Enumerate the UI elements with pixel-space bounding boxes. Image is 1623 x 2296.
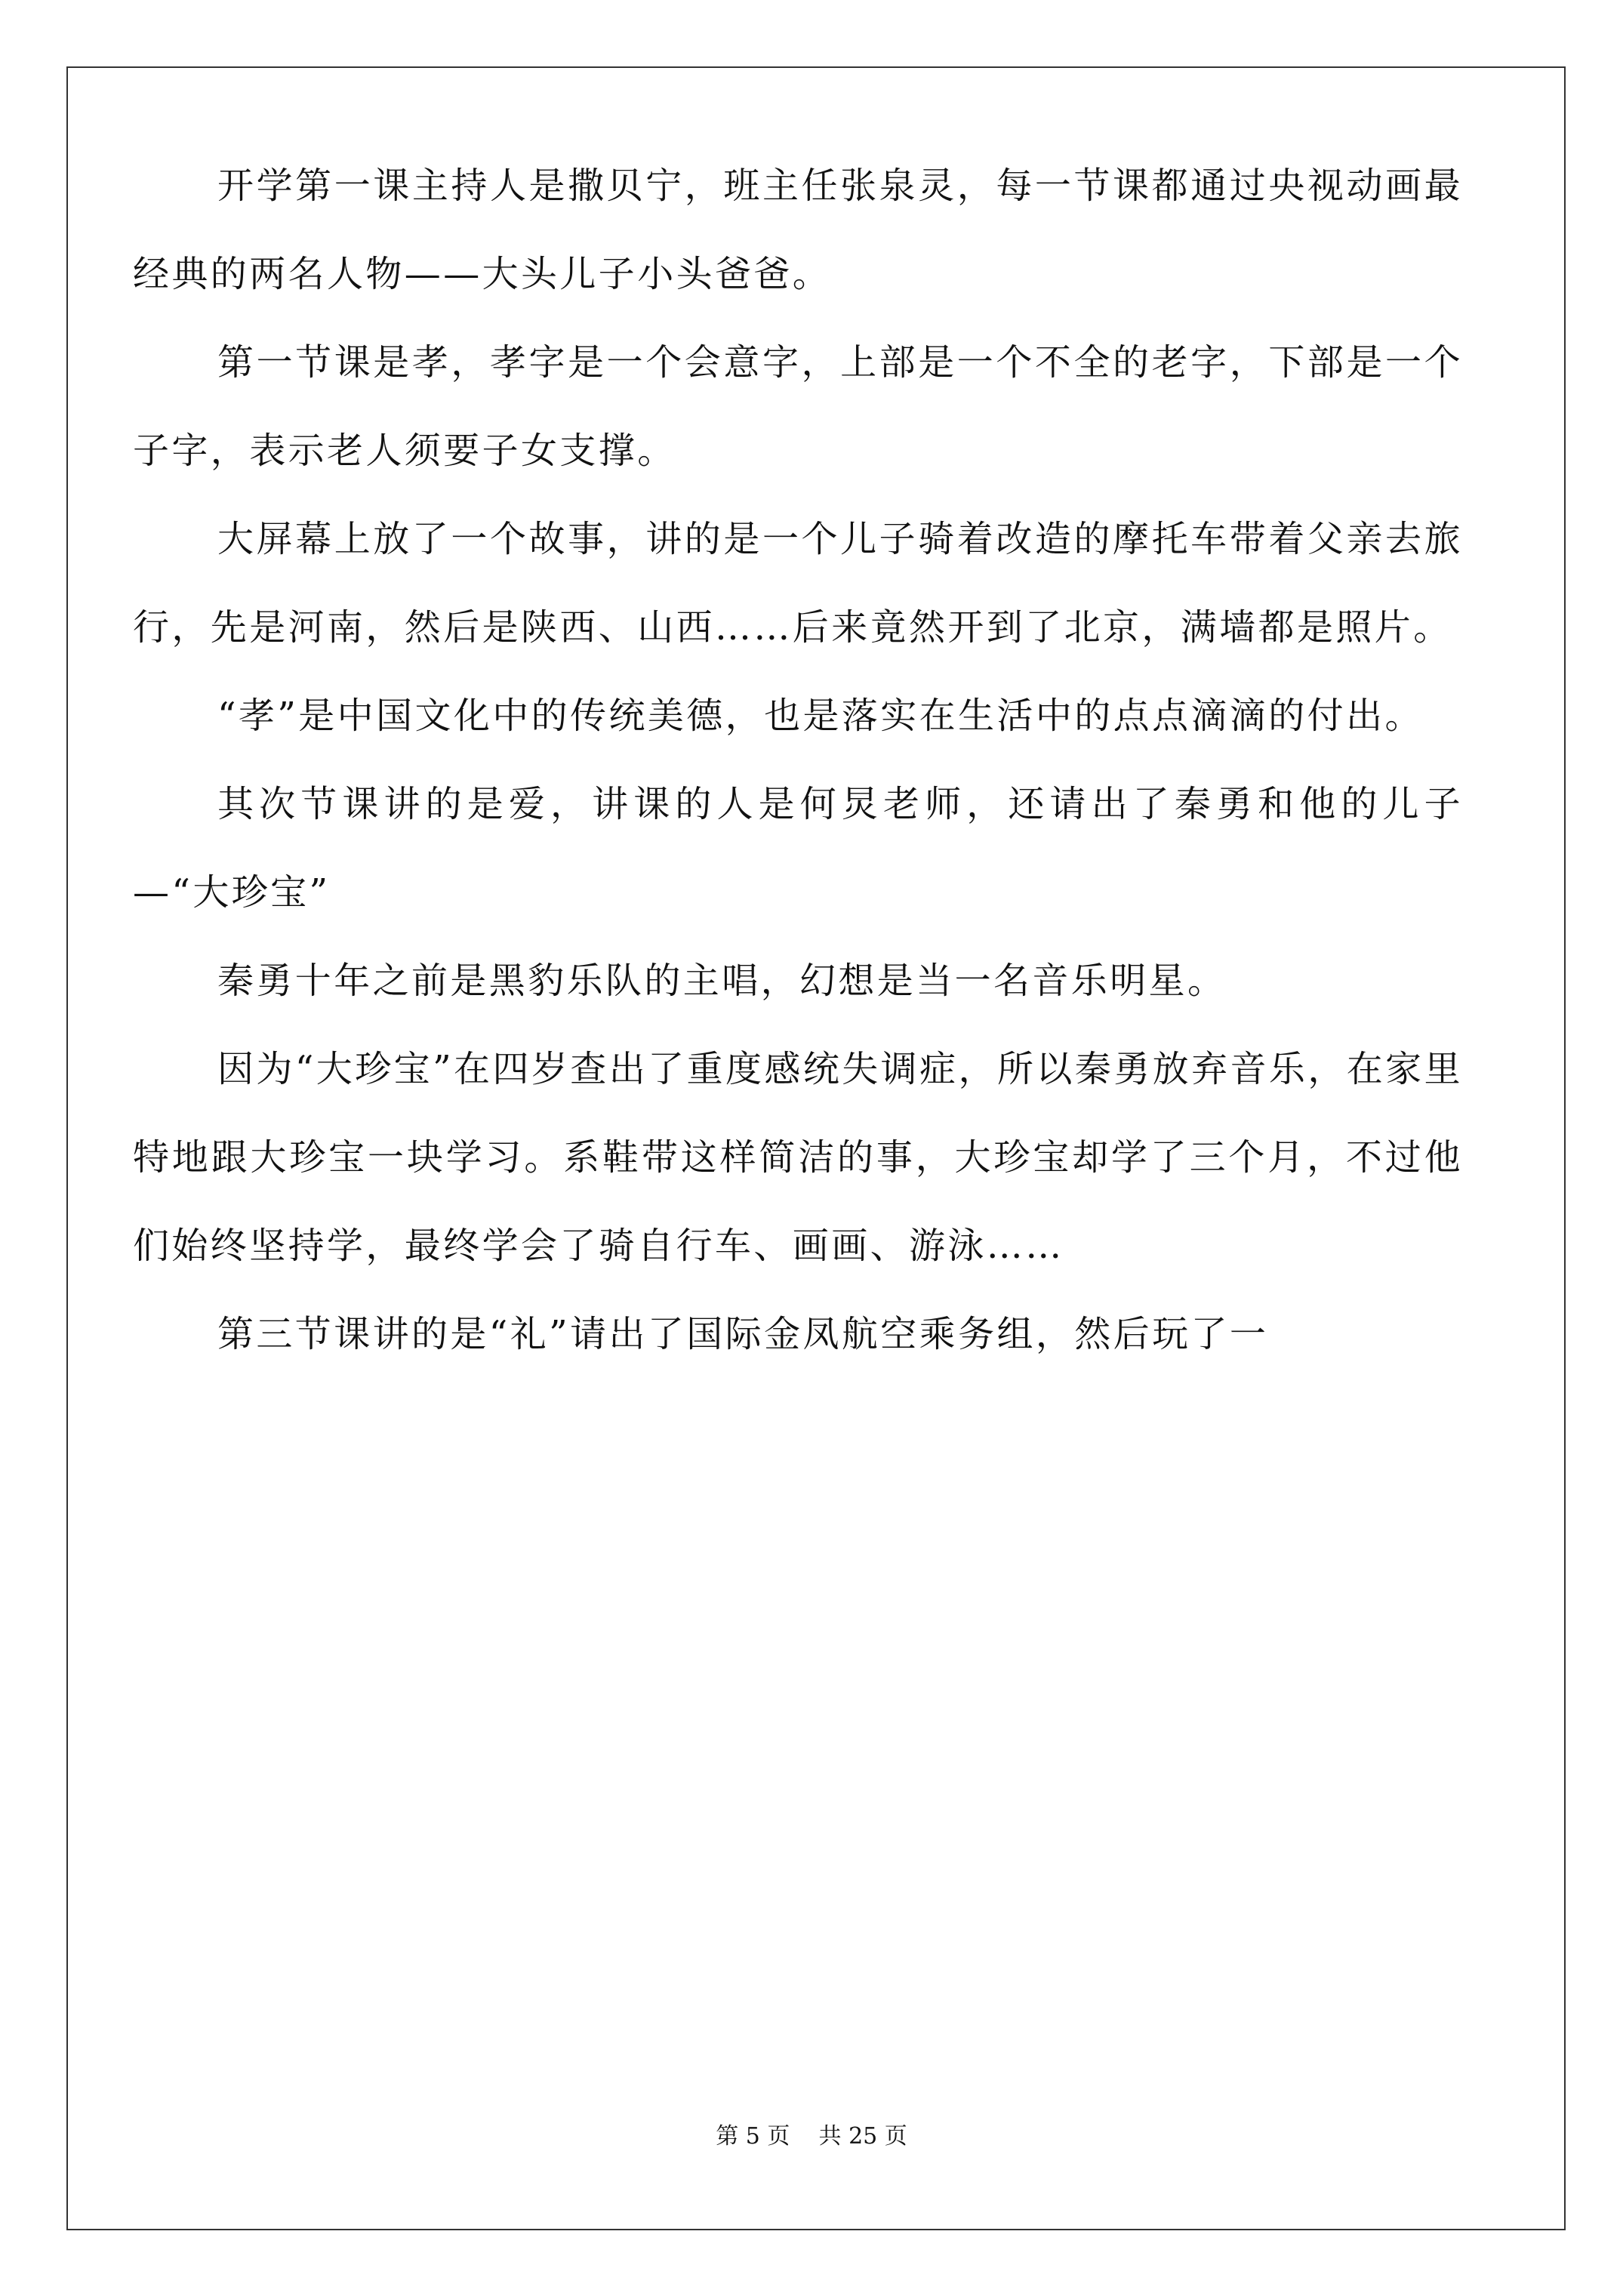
paragraph-7: 因为“大珍宝”在四岁查出了重度感统失调症，所以秦勇放弃音乐，在家里特地跟大珍宝一块学习。系鞋带这样简洁的事，大珍宝却学了三个月，不过他们始终坚持学，最终学会了骑自行车、画画、游泳…… bbox=[133, 1048, 1463, 1267]
page-footer bbox=[0, 2122, 1623, 2152]
paragraph-5: 其次节课讲的是爱，讲课的人是何炅老师，还请出了秦勇和他的儿子—“大珍宝” bbox=[133, 783, 1463, 914]
page-total: 共 25 页 bbox=[818, 2123, 907, 2150]
paragraph-6: 秦勇十年之前是黑豹乐队的主唱，幻想是当一名音乐明星。 bbox=[217, 960, 1227, 1002]
paragraph-4: “孝”是中国文化中的传统美德，也是落实在生活中的点点滴滴的付出。 bbox=[217, 695, 1424, 737]
paragraph-1: 开学第一课主持人是撒贝宁，班主任张泉灵，每一节课都通过央视动画最经典的两名人物——大头儿子小头爸爸。 bbox=[133, 165, 1463, 295]
paragraph-2: 第一节课是孝，孝字是一个会意字，上部是一个不全的老字，下部是一个子字，表示老人须要子女支撑。 bbox=[133, 341, 1463, 472]
paragraph-3: 大屏幕上放了一个故事，讲的是一个儿子骑着改造的摩托车带着父亲去旅行，先是河南，然后是陕西、山西……后来竟然开到了北京，满墙都是照片。 bbox=[133, 518, 1463, 649]
footer-spacer bbox=[790, 2123, 818, 2150]
document-body bbox=[133, 142, 1463, 1379]
page-number: 第 5 页 bbox=[716, 2123, 790, 2150]
paragraph-8: 第三节课讲的是“礼”请出了国际金凤航空乘务组，然后玩了一 bbox=[217, 1313, 1269, 1355]
